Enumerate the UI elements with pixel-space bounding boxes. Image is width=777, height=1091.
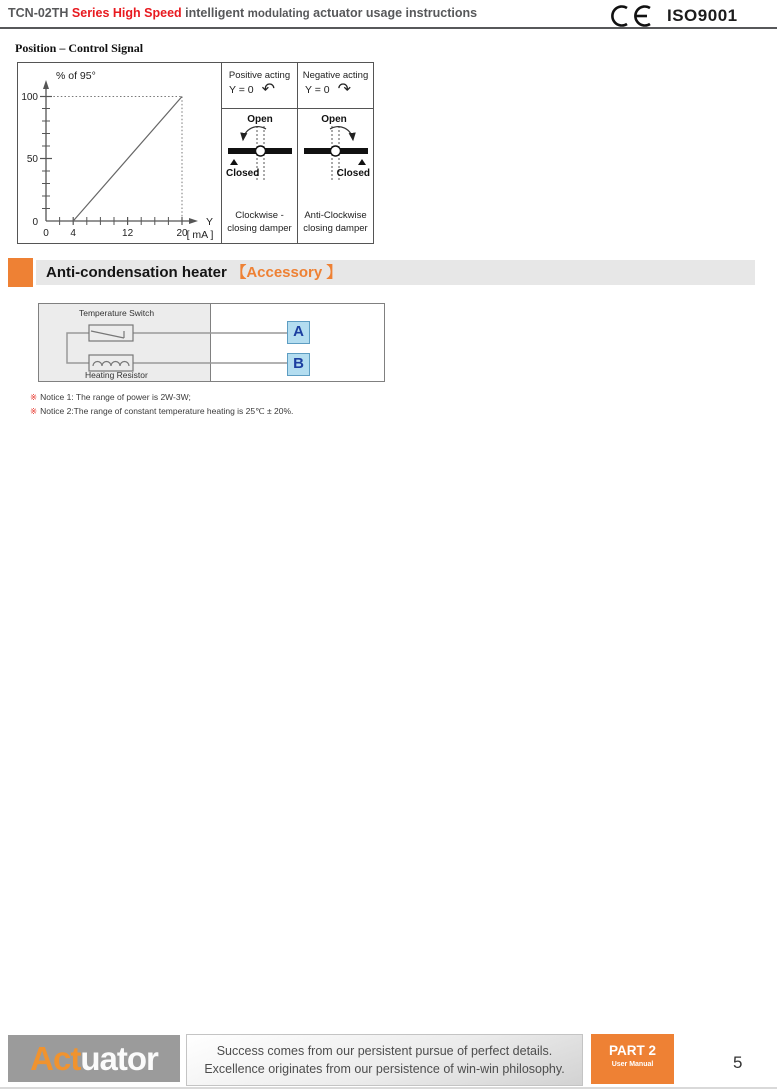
footer-divider (0, 1087, 777, 1089)
y-axis-label: % of 95° (56, 70, 96, 82)
position-signal-title: Position – Control Signal (15, 41, 144, 55)
notices (30, 391, 293, 418)
reference-mark-icon: ※ (30, 405, 38, 416)
negative-acting-column (297, 63, 373, 243)
heater-wiring-diagram (38, 303, 385, 382)
closed-pointer-icon (358, 159, 366, 165)
page-number: 5 (733, 1053, 743, 1072)
open-label: Open (320, 114, 347, 125)
model-name: TCN-02TH (8, 6, 69, 20)
heater-section-title: Anti-condensation heater (46, 264, 227, 281)
negative-acting-header: Negative acting Y = 0 ↷ (298, 63, 373, 109)
section-bullet (8, 258, 33, 287)
part-badge (591, 1034, 674, 1084)
negative-acting-caption: Anti-Clockwise closing damper (303, 210, 368, 235)
y-tick-0: 0 (32, 217, 38, 228)
position-signal-panel (17, 62, 374, 244)
x-tick-20: 20 (176, 228, 188, 239)
closed-label: Closed (336, 168, 370, 179)
y-axis-arrow-icon (43, 80, 49, 89)
cw-arrow-icon: ↷ (337, 81, 352, 98)
switch-symbol (89, 325, 133, 341)
ce-mark-icon (610, 5, 657, 27)
logo-accent: Act (30, 1040, 81, 1077)
part-sublabel: User Manual (611, 1061, 654, 1068)
open-label: Open (246, 114, 273, 125)
footer-slogan: Success comes from our persistent pursue of perfect details. Excellence originates from our persistence of win-win philosophy. (186, 1034, 583, 1086)
closed-pointer-icon (230, 159, 238, 165)
y-tick-100: 100 (21, 92, 38, 103)
resistor-symbol (89, 355, 133, 371)
x-axis-unit: [ mA ] (186, 229, 214, 241)
signal-zero-label: Y = 0 (305, 84, 330, 96)
heater-section-header (36, 260, 755, 285)
notice-2: ※ Notice 2:The range of constant temperature heating is 25℃ ± 20%. (30, 405, 294, 416)
series-name: Series High Speed (71, 6, 182, 20)
heating-resistor-label: Heating Resistor (85, 370, 148, 380)
x-axis-arrow-icon (189, 218, 198, 224)
closed-label: Closed (225, 168, 259, 179)
brand-logo (8, 1035, 180, 1082)
damper-diagram-positive (225, 112, 295, 190)
iso-label: ISO9001 (667, 6, 738, 25)
rotation-arrow-ccw (243, 127, 266, 140)
reference-mark-icon: ※ (30, 392, 38, 402)
ccw-arrow-icon: ↶ (261, 81, 276, 98)
x-tick-12: 12 (122, 228, 134, 239)
temperature-switch-label: Temperature Switch (79, 308, 155, 318)
terminal-a: A (287, 321, 310, 344)
positive-acting-caption: Clockwise - closing damper (227, 210, 292, 235)
rotation-arrow-cw (330, 127, 353, 140)
header-divider (0, 27, 777, 29)
page-title: TCN-02TH Series High Speed intelligent modulating actuator usage instructions (8, 6, 478, 20)
damper-diagram-negative (301, 112, 371, 190)
x-axis-name: Y (206, 216, 214, 228)
chart-data-line (73, 97, 182, 222)
x-tick-0: 0 (43, 228, 49, 239)
terminal-b: B (287, 353, 310, 376)
position-signal-chart (18, 63, 221, 243)
accessory-tag: 【Accessory 】 (231, 264, 342, 281)
x-tick-4: 4 (70, 228, 76, 239)
damper-pivot (255, 146, 265, 156)
signal-zero-label: Y = 0 (229, 84, 254, 96)
positive-acting-column (221, 63, 297, 243)
positive-acting-header: Positive acting Y = 0 ↶ (222, 63, 297, 109)
notice-1: ※ Notice 1: The range of power is 2W-3W; (30, 392, 191, 402)
y-tick-50: 50 (26, 154, 38, 165)
part-label: PART 2 (608, 1043, 656, 1058)
damper-pivot (330, 146, 340, 156)
logo-rest: uator (80, 1040, 158, 1077)
certifications (610, 5, 770, 27)
chart-canvas (18, 63, 221, 243)
